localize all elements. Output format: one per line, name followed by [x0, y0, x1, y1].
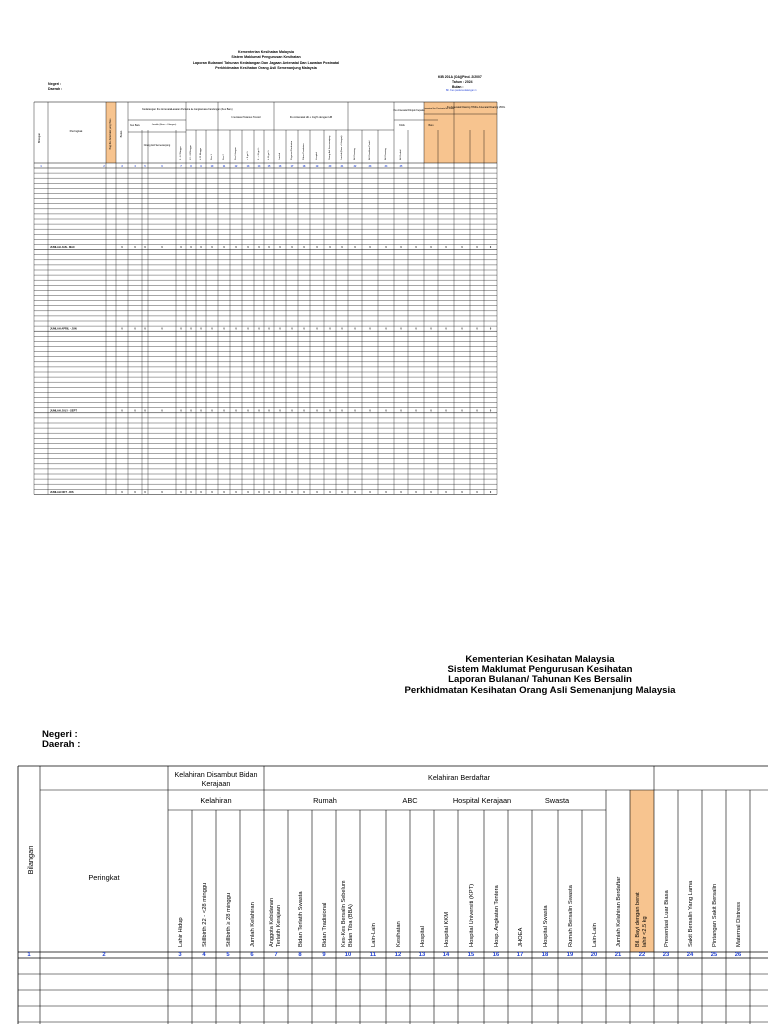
- p1-col-number-13: 13: [246, 165, 250, 168]
- p1-subtotal-zero: 0: [341, 409, 343, 413]
- p1-subtotal-zero: 0: [258, 490, 260, 494]
- p1-group-vdrl: Ibu Antenatal Disaring VDRL: [474, 106, 506, 109]
- p1-col-head-3: Dos 1: [211, 154, 213, 160]
- p2-col-number-26: 26: [734, 952, 742, 958]
- p1-subtotal-zero: 0: [385, 327, 387, 331]
- p1-subtotal-zero: 0: [211, 327, 213, 331]
- p1-col-head-6: < 9 gm%: [247, 151, 249, 160]
- p2-col-head-16: Hosp. Angkatan Tentera: [494, 885, 500, 947]
- p1-subtotal-zero: 0: [385, 490, 387, 494]
- p1-jumlah-baru: Jumlah (Baru + Ulangan): [151, 124, 177, 126]
- p1-col-head-8: ≥ 11 gm%: [268, 150, 270, 160]
- p1-peringkat: Peringkat: [69, 129, 83, 133]
- p1-subtotal-zero: 0: [180, 490, 182, 494]
- p2-col-number-9: 9: [322, 952, 326, 958]
- p1-subtotal-zero: 0: [430, 409, 432, 413]
- p1-subtotal-label: JUMLAH JULY - SEPT: [50, 409, 77, 413]
- p1-subtotal-zero: 0: [144, 490, 146, 494]
- p1-bulan: Bulan: [120, 130, 123, 138]
- p1-subtotal-zero: 0: [461, 409, 463, 413]
- p2-col-head-24: Sakit Bersalin Yang Lama: [688, 880, 694, 947]
- p1-col-head-15: Bil. Disaring: [354, 148, 356, 160]
- p2-rumah: Rumah: [313, 796, 337, 805]
- p2-col-head-19: Rumah Bersalin Swasta: [568, 885, 574, 947]
- p1-subtotal-zero: 0: [144, 327, 146, 331]
- p1-subtotal-zero: 0: [303, 409, 305, 413]
- p1-subtotal-zero: 0: [400, 327, 402, 331]
- p2-col-head-7-b: Terlatih Kerajaan: [276, 905, 282, 947]
- p1-subtotal-zero: 0: [489, 327, 492, 331]
- p1-system: Sistem Maklumat Pengurusan Kesihatan: [231, 55, 301, 60]
- p1-subtotal-zero: 0: [161, 490, 163, 494]
- p1-subtotal-zero: 0: [316, 409, 318, 413]
- p1-subtotal-zero: 0: [291, 409, 293, 413]
- p1-klinik: Klinik: [399, 124, 405, 127]
- form-code: KIB 201A (OA)(Pind. 2/2007: [438, 75, 482, 79]
- p1-subtotal-zero: 0: [489, 490, 492, 494]
- p2-col-number-2: 2: [102, 952, 106, 958]
- p1-subtotal-zero: 0: [385, 246, 387, 250]
- p1-subtotal-zero: 0: [258, 327, 260, 331]
- p1-col-head-5: Dos Ulangan: [235, 147, 237, 160]
- p1-subtotal-zero: 0: [121, 327, 123, 331]
- p1-col-number-6: 6: [161, 165, 163, 168]
- p2-col-number-13: 13: [418, 952, 426, 958]
- p1-col-number-10: 10: [210, 165, 214, 168]
- p1-subtotal-label: JUMLAH JAN - MAC: [50, 246, 75, 250]
- p1-group-hb: Ibu Antenatal Hb ≤ 11g% dengan HB: [289, 116, 333, 119]
- p1-title: Laporan Bulanan/ Tahunan Kedatangan Dan Jagaan Antenatal Dan Lawatan Postnatal: [192, 60, 340, 65]
- p1-subtotal-zero: 0: [415, 246, 417, 250]
- p1-kes-baru: Kes Baru: [130, 124, 140, 127]
- form-note: Bil. Kes pada kedatangan 1: [446, 89, 477, 93]
- p1-group-postnatal: Lawatan Ibu Postnatal ke Klinik: [423, 108, 455, 110]
- p1-col-number-15: 15: [267, 165, 271, 168]
- p2-col-head-20: Lain-Lain: [592, 923, 598, 947]
- p2-col-number-6: 6: [250, 952, 254, 958]
- p1-subtotal-zero: 0: [341, 246, 343, 250]
- p1-col-number-9: 9: [200, 165, 202, 168]
- p1-col-number-5: 5: [144, 165, 146, 168]
- p2-col-head-8: Bidan Terlatih Swasta: [298, 891, 304, 947]
- p2-col-number-17: 17: [516, 952, 524, 958]
- form-bulan: Bulan :: [452, 84, 464, 89]
- p1-subtotal-zero: 0: [400, 409, 402, 413]
- p1-subtotal-zero: 0: [291, 327, 293, 331]
- p1-col-number-1: 1: [40, 165, 42, 168]
- p1-col-number-18: 18: [302, 165, 306, 168]
- p2-col-head-21: Jumlah Kelahiran Berdaftar: [616, 876, 622, 947]
- p1-subtotal-zero: 0: [268, 490, 270, 494]
- p1-subtotal-zero: 0: [144, 409, 146, 413]
- p2-col-number-3: 3: [178, 952, 182, 958]
- p2-col-number-24: 24: [686, 952, 694, 958]
- p1-subtotal-zero: 0: [223, 490, 225, 494]
- p2-ministry: Kementerian Kesihatan Malaysia: [465, 654, 615, 665]
- p1-baru: Baru: [428, 124, 434, 127]
- p1-col-number-11: 11: [222, 165, 226, 168]
- p1-subtotal-zero: 0: [476, 409, 478, 413]
- p1-col-number-24: 24: [384, 165, 388, 168]
- p2-col-head-18: Hospital Swasta: [543, 905, 549, 947]
- p2-col-head-4: Stillbirth 22 - <28 minggu: [202, 882, 208, 947]
- p1-subtotal-zero: 0: [180, 409, 182, 413]
- p1-col-number-21: 21: [340, 165, 344, 168]
- p2-col-head-5: Stillbirth ≥ 28 minggu: [226, 892, 232, 947]
- p1-subtotal-zero: 0: [134, 327, 136, 331]
- p1-col-head-17: Bil. Disaring: [385, 148, 387, 160]
- p2-bilangan: Bilangan: [26, 845, 35, 875]
- p1-col-number-2: 2: [103, 165, 105, 168]
- form-tahun: Tahun : 2024: [452, 79, 473, 84]
- p1-subtotal-zero: 0: [461, 490, 463, 494]
- p2-col-head-7: Anggota Kebidanan: [269, 897, 275, 947]
- p1-subtotal-zero: 0: [445, 409, 447, 413]
- p1-col-head-10: Pegawai Perubatan: [291, 140, 293, 160]
- p1-subtotal-zero: 0: [303, 246, 305, 250]
- p1-subtotal-zero: 0: [211, 246, 213, 250]
- p2-col-head-10-b: Bidan Tiba (BBA): [348, 904, 354, 947]
- p1-subtotal-zero: 0: [258, 246, 260, 250]
- p2-col-number-20: 20: [590, 952, 598, 958]
- p1-group-imunisasi: Imunisasi Tetanus Toxoid: [231, 116, 261, 119]
- p2-col-number-19: 19: [566, 952, 574, 958]
- p1-subtotal-zero: 0: [489, 409, 492, 413]
- p2-col-head-9: Bidan Tradisional: [322, 902, 328, 947]
- p1-subtotal-zero: 0: [190, 409, 192, 413]
- p2-col-number-16: 16: [492, 952, 500, 958]
- p1-col-head-11: Pakar Perubatan: [303, 143, 305, 160]
- p1-subtotal-zero: 0: [329, 327, 331, 331]
- p2-col-number-1: 1: [27, 952, 31, 958]
- p1-subtotal-zero: 0: [161, 327, 163, 331]
- p1-subtotal-zero: 0: [461, 327, 463, 331]
- p2-col-head-25: Pintangan Sakit Bersalin: [712, 883, 718, 947]
- p1-col-head-2: ≥ 25 Minggu: [200, 147, 202, 160]
- p1-group-dirujuk: Ibu Antenatal Dirujuk Kepada: [393, 109, 425, 112]
- p1-subtotal-zero: 0: [354, 490, 356, 494]
- p2-col-number-23: 23: [662, 952, 670, 958]
- p1-col-head-4: Dos 2: [223, 154, 225, 160]
- p1-col3-head: Bagi Ibu Antenatal yang Baru: [109, 118, 112, 150]
- p2-col-number-7: 7: [274, 952, 278, 958]
- p2-col-head-22: Bil. Bayi dengan berat: [635, 892, 641, 947]
- p1-subtotal-zero: 0: [316, 246, 318, 250]
- p1-subtotal-zero: 0: [223, 327, 225, 331]
- p2-col-head-6: Jumlah Kelahiran: [250, 902, 256, 947]
- p1-subtotal-zero: 0: [134, 409, 136, 413]
- p1-subtotal-zero: 0: [385, 409, 387, 413]
- p1-subtotal-zero: 0: [279, 409, 281, 413]
- p2-col-head-11: Lain-Lain: [371, 923, 377, 947]
- p2-group-disambut-1: Kelahiran Disambut Bidan: [174, 770, 258, 779]
- p1-subtotal-zero: 0: [200, 246, 202, 250]
- p2-col-head-10: Kes-Kes Bersalin Sebelum: [341, 880, 347, 947]
- p1-subtotal-zero: 0: [445, 490, 447, 494]
- p1-subtotal-zero: 0: [341, 490, 343, 494]
- p1-group-lawatan: Lawatan Pertama ke Jangkamasa Kandungan (Kes Baru): [171, 108, 233, 111]
- p1-subtotal-zero: 0: [415, 490, 417, 494]
- p1-subtotal-zero: 0: [329, 246, 331, 250]
- p1-subtotal-zero: 0: [190, 490, 192, 494]
- p2-system: Sistem Maklumat Pengurusan Kesihatan: [447, 664, 633, 676]
- p2-col-head-17: JHOEA: [518, 927, 524, 947]
- p1-subtotal-label: JUMLAH OKT - DIS: [50, 490, 74, 494]
- p2-swasta: Swasta: [544, 796, 570, 805]
- p1-col-head-9: Jumlah: [279, 152, 281, 160]
- p1-orang-asli: Orang Asli Semenanjung: [143, 144, 171, 147]
- p1-subtotal-zero: 0: [161, 246, 163, 250]
- p1-col-head-0: 0 - 12 Minggu: [180, 146, 182, 160]
- p1-subtotal-zero: 0: [235, 490, 237, 494]
- p1-col-number-20: 20: [328, 165, 332, 168]
- p2-group-berdaftar: Kelahiran Berdaftar: [428, 773, 490, 782]
- p1-subtotal-zero: 0: [279, 490, 281, 494]
- p2-col-head-22-b: lahir <2.5 kg: [642, 916, 648, 947]
- p1-col-head-16: Bil. Disahkan Positif: [369, 140, 371, 160]
- p1-subtotal-zero: 0: [369, 490, 371, 494]
- p2-col-head-15: Hospital Universiti (KPT): [469, 883, 475, 947]
- p2-col-head-12: Kesihatan: [396, 921, 402, 947]
- p2-col-head-26: Maternal Distress: [736, 901, 742, 947]
- p1-subtotal-zero: 0: [190, 327, 192, 331]
- p1-subtotal-zero: 0: [134, 246, 136, 250]
- p1-group-hiv: Ibu Antenatal Disaring HIV: [446, 106, 476, 109]
- p1-col-head-1: 13 - 24 Minggu: [190, 145, 192, 160]
- p1-subtotal-zero: 0: [180, 246, 182, 250]
- p1-subtotal-zero: 0: [316, 490, 318, 494]
- p1-subtotal-zero: 0: [316, 327, 318, 331]
- p1-subtotal-zero: 0: [247, 490, 249, 494]
- p1-subtotal-zero: 0: [430, 327, 432, 331]
- p1-col-head-18: Bil. Reaktif: [400, 149, 402, 160]
- p1-subtotal-zero: 0: [354, 327, 356, 331]
- p1-subtotal-zero: 0: [415, 409, 417, 413]
- p1-col-head-12: Hospital: [316, 152, 318, 160]
- p1-col-number-8: 8: [190, 165, 192, 168]
- p2-col-number-5: 5: [226, 952, 230, 958]
- p1-subtotal-zero: 0: [268, 409, 270, 413]
- p1-col-number-22: 22: [353, 165, 357, 168]
- p1-subtotal-zero: 0: [291, 246, 293, 250]
- p1-col-number-3: 3: [121, 165, 123, 168]
- p2-col-number-22: 22: [638, 952, 646, 958]
- p1-subtotal-zero: 0: [400, 490, 402, 494]
- p2-col-number-11: 11: [369, 952, 377, 958]
- p1-subtotal-zero: 0: [121, 409, 123, 413]
- p1-subtotal-zero: 0: [461, 246, 463, 250]
- p2-kelahiran: Kelahiran: [200, 796, 232, 805]
- p1-subtotal-zero: 0: [200, 327, 202, 331]
- p2-col-number-18: 18: [541, 952, 549, 958]
- p1-subtotal-zero: 0: [369, 327, 371, 331]
- p1-bilangan: Bilangan: [38, 132, 41, 144]
- p2-col-number-4: 4: [202, 952, 206, 958]
- p2-col-head-13: Hospital: [420, 926, 426, 947]
- p1-group-kedatangan: Kedatangan Ibu Antenatal: [142, 108, 172, 111]
- p1-subtotal-zero: 0: [400, 246, 402, 250]
- p1-col-number-25: 25: [399, 165, 403, 168]
- p1-subtotal-zero: 0: [303, 490, 305, 494]
- p1-subtotal-label: JUMLAH APRIL - JUN: [50, 327, 77, 331]
- p1-col-number-19: 19: [315, 165, 319, 168]
- p1-subtotal-zero: 0: [415, 327, 417, 331]
- p2-daerah-label: Daerah :: [42, 739, 81, 751]
- p1-col-number-4: 4: [134, 165, 136, 168]
- p1-subtotal-zero: 0: [354, 246, 356, 250]
- p2-col-number-21: 21: [614, 952, 622, 958]
- p2-service: Perkhidmatan Kesihatan Orang Asli Semenanjung Malaysia: [404, 684, 676, 696]
- p1-subtotal-zero: 0: [258, 409, 260, 413]
- p1-col-head-13: Orang Asli Semenanjung: [329, 135, 331, 160]
- p1-col-number-7: 7: [180, 165, 182, 168]
- p2-negeri-label: Negeri :: [42, 729, 78, 740]
- p1-subtotal-zero: 0: [121, 246, 123, 250]
- p1-subtotal-zero: 0: [329, 490, 331, 494]
- p1-subtotal-zero: 0: [121, 490, 123, 494]
- p2-col-head-3: Lahir Hidup: [178, 917, 184, 947]
- p1-subtotal-zero: 0: [235, 409, 237, 413]
- p2-col-number-12: 12: [394, 952, 402, 958]
- p1-subtotal-zero: 0: [200, 409, 202, 413]
- p1-subtotal-zero: 0: [369, 409, 371, 413]
- p1-col-number-14: 14: [257, 165, 261, 168]
- p1-subtotal-zero: 0: [247, 409, 249, 413]
- p1-col-number-16: 16: [278, 165, 282, 168]
- p1-subtotal-zero: 0: [430, 490, 432, 494]
- p1-subtotal-zero: 0: [235, 246, 237, 250]
- p1-subtotal-zero: 0: [180, 327, 182, 331]
- p1-subtotal-zero: 0: [279, 246, 281, 250]
- p1-subtotal-zero: 0: [144, 246, 146, 250]
- p1-col-number-12: 12: [234, 165, 238, 168]
- p1-subtotal-zero: 0: [279, 327, 281, 331]
- p1-subtotal-zero: 0: [476, 327, 478, 331]
- p1-subtotal-zero: 0: [247, 327, 249, 331]
- p1-subtotal-zero: 0: [200, 490, 202, 494]
- p1-subtotal-zero: 0: [161, 409, 163, 413]
- p2-hospital-kerajaan: Hospital Kerajaan: [452, 796, 512, 805]
- p2-col-head-14: Hospital KKM: [444, 911, 450, 947]
- p2-abc: ABC: [402, 796, 418, 805]
- p2-col-number-10: 10: [344, 952, 352, 958]
- p1-subtotal-zero: 0: [268, 246, 270, 250]
- p1-subtotal-zero: 0: [354, 409, 356, 413]
- p2-col-number-8: 8: [298, 952, 302, 958]
- p2-peringkat: Peringkat: [88, 873, 120, 882]
- p1-col-number-17: 17: [290, 165, 294, 168]
- p1-col-number-23: 23: [368, 165, 372, 168]
- p1-ministry: Kementerian Kesihatan Malaysia: [238, 50, 294, 54]
- p1-subtotal-zero: 0: [211, 490, 213, 494]
- p1-subtotal-zero: 0: [291, 490, 293, 494]
- p2-group-disambut-2: Kerajaan: [201, 779, 231, 788]
- p1-subtotal-zero: 0: [341, 327, 343, 331]
- p2-col-number-15: 15: [467, 952, 475, 958]
- p1-subtotal-zero: 0: [430, 246, 432, 250]
- p1-subtotal-zero: 0: [329, 409, 331, 413]
- p1-subtotal-zero: 0: [223, 409, 225, 413]
- p1-subtotal-zero: 0: [445, 327, 447, 331]
- p1-col-head-14: Jumlah (Baru + Ulangan): [341, 135, 343, 160]
- p1-subtotal-zero: 0: [223, 246, 225, 250]
- p1-subtotal-zero: 0: [134, 490, 136, 494]
- p1-subtotal-zero: 0: [445, 246, 447, 250]
- p1-subtotal-zero: 0: [235, 327, 237, 331]
- p1-col-head-7: 9 - <11 gm%: [258, 147, 260, 160]
- p1-subtotal-zero: 0: [489, 246, 492, 250]
- p1-subtotal-zero: 0: [303, 327, 305, 331]
- p1-subtotal-zero: 0: [369, 246, 371, 250]
- p1-negeri-label: Negeri :: [48, 82, 62, 86]
- p2-title: Laporan Bulanan/ Tahunan Kes Bersalin: [448, 674, 632, 686]
- p1-subtotal-zero: 0: [268, 327, 270, 331]
- p2-col-number-14: 14: [442, 952, 450, 958]
- p1-subtotal-zero: 0: [247, 246, 249, 250]
- p2-col-head-23: Presentasi Luar Biasa: [664, 890, 670, 947]
- p1-subtotal-zero: 0: [476, 246, 478, 250]
- p1-daerah-label: Daerah :: [48, 87, 63, 91]
- p1-subtotal-zero: 0: [476, 490, 478, 494]
- p1-subtotal-zero: 0: [211, 409, 213, 413]
- p1-subtotal-zero: 0: [190, 246, 192, 250]
- p1-service: Perkhidmatan Kesihatan Orang Asli Semenanjung Malaysia: [215, 65, 317, 70]
- p2-col-number-25: 25: [710, 952, 718, 958]
